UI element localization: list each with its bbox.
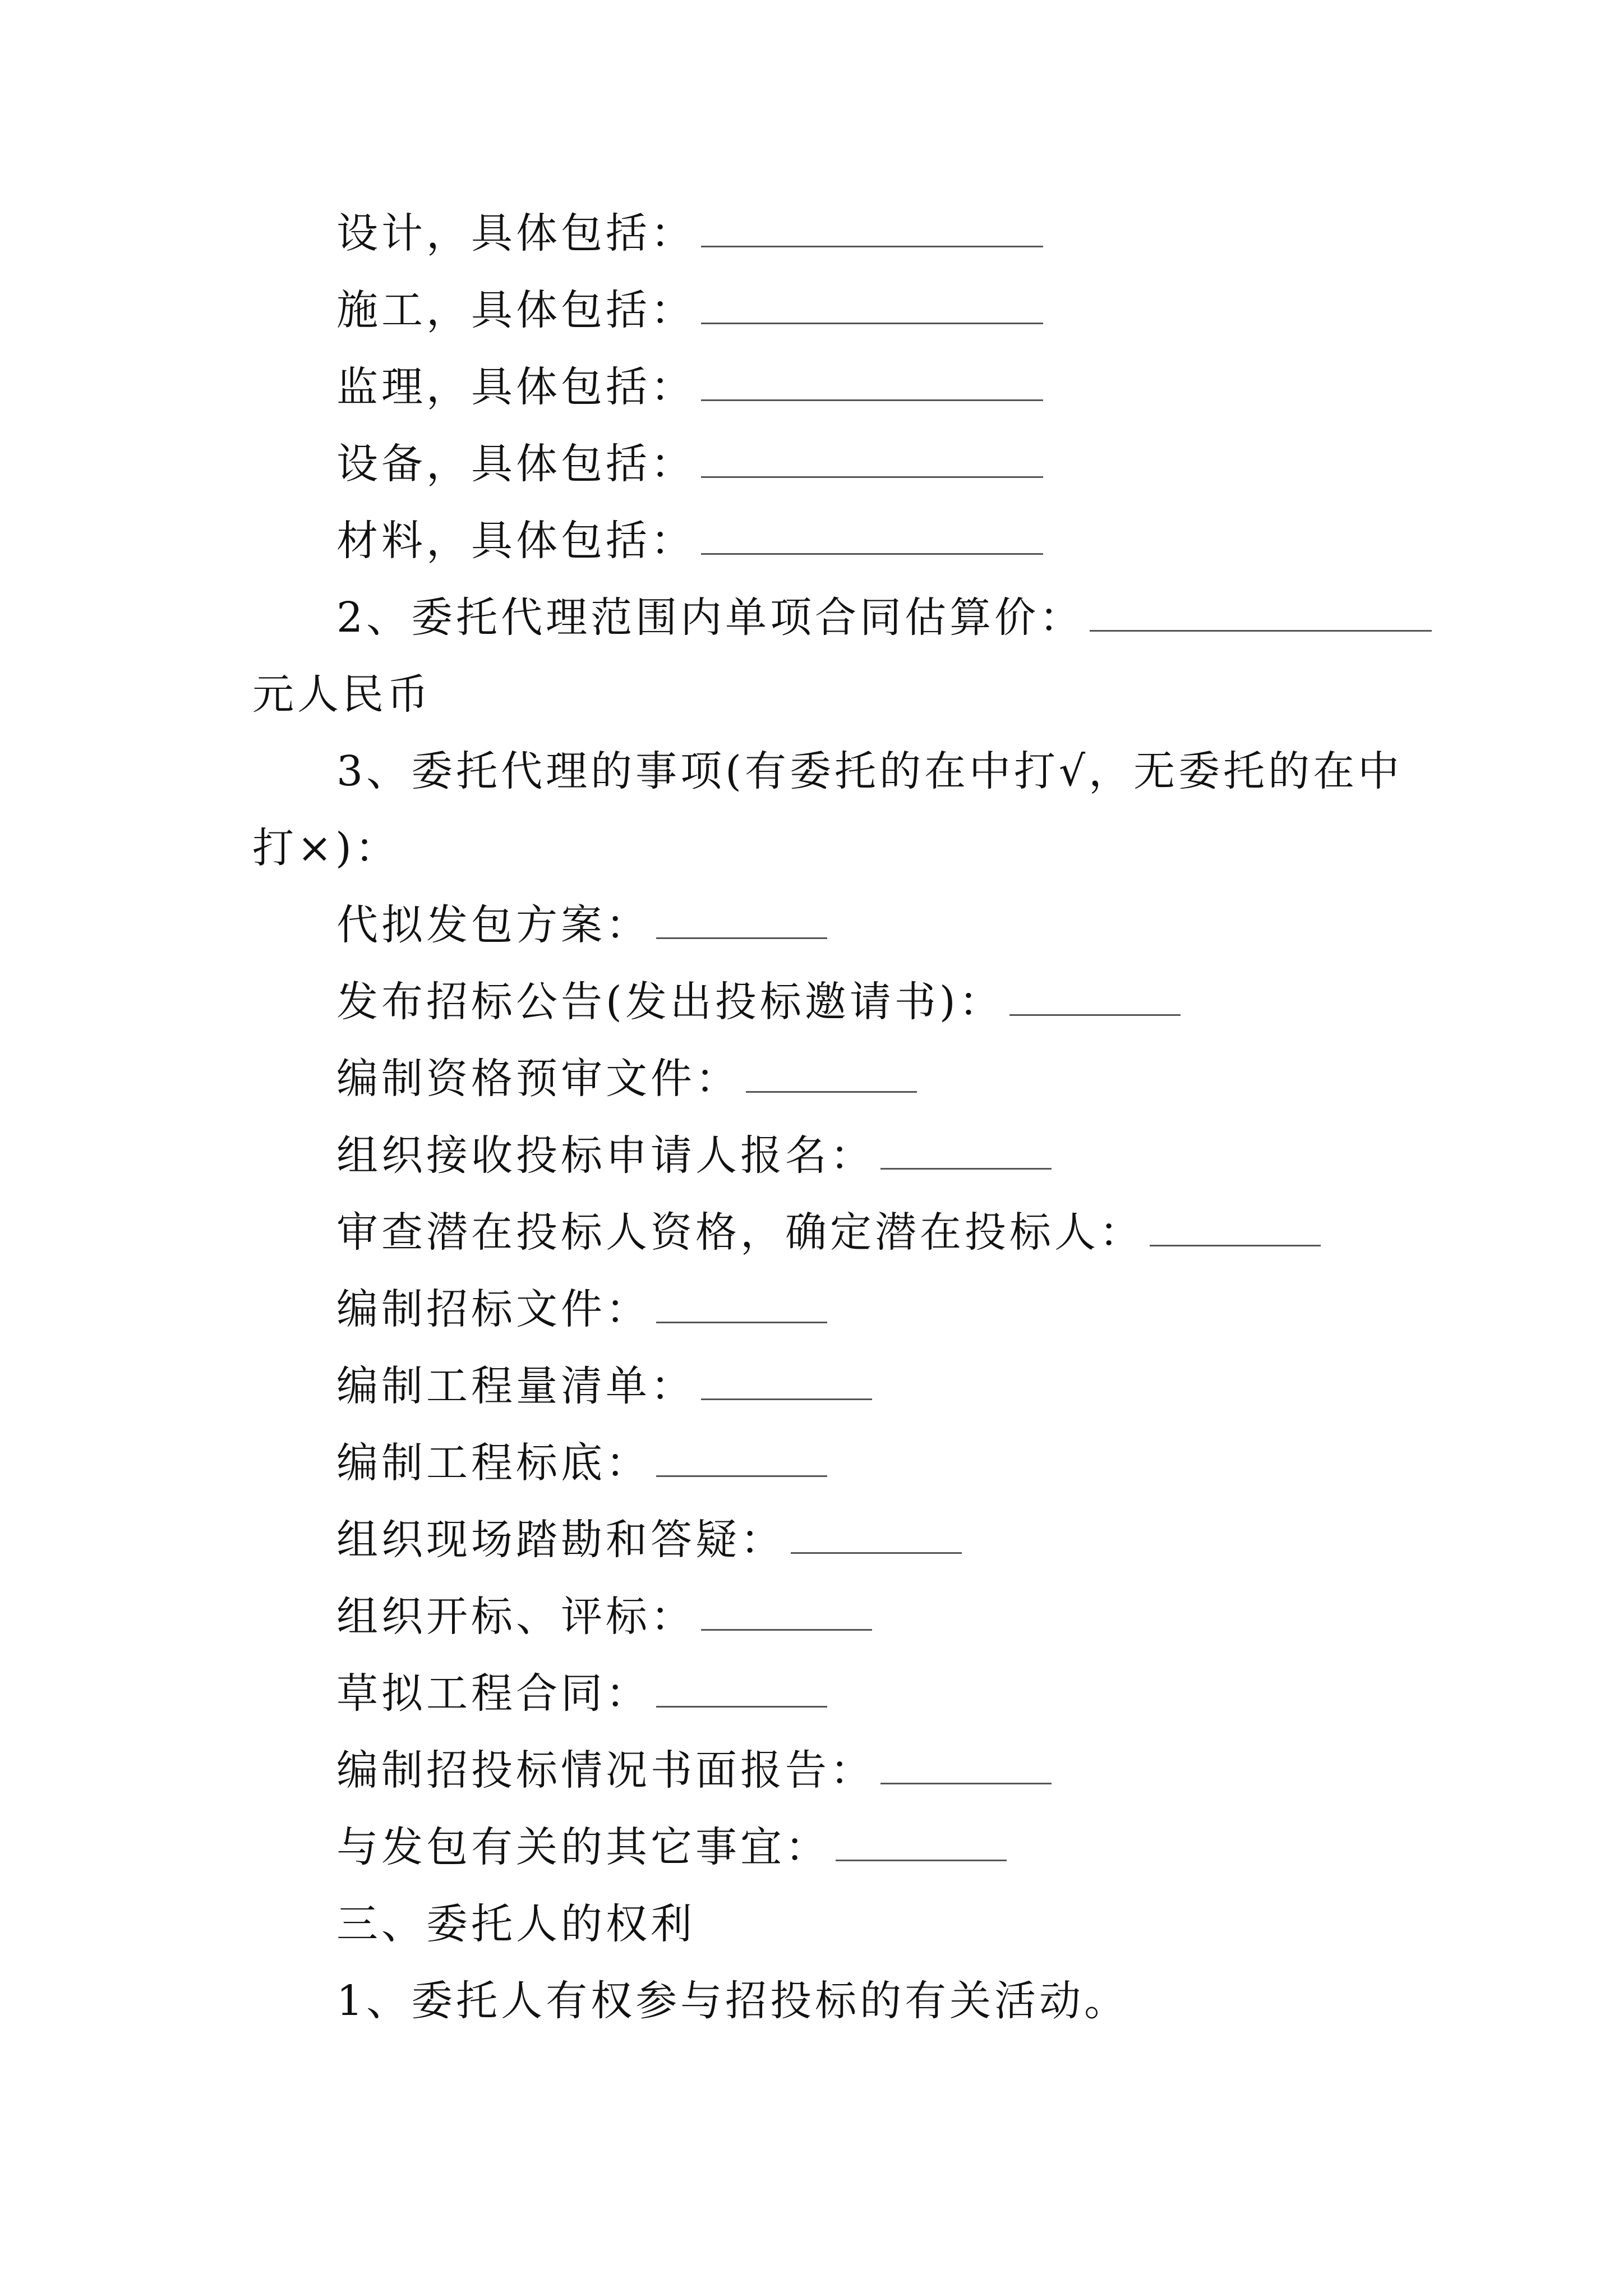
line-text: 1、委托人有权参与招投标的有关活动。 xyxy=(336,1977,1129,2025)
document-line xyxy=(252,810,1391,887)
document-line xyxy=(252,426,1391,503)
line-text: 三、委托人的权利 xyxy=(336,1900,695,1948)
fill-in-blank xyxy=(701,1398,872,1400)
document-line xyxy=(252,195,1391,272)
fill-in-blank xyxy=(880,1167,1052,1170)
document-line xyxy=(252,1963,1391,2040)
document-line xyxy=(252,1579,1391,1655)
line-text: 打×)： xyxy=(252,824,400,872)
document-line xyxy=(252,1809,1391,1886)
line-text: 与发包有关的其它事宜： xyxy=(336,1823,830,1871)
line-text: 编制招投标情况书面报告： xyxy=(336,1746,875,1795)
fill-in-blank xyxy=(701,322,1043,324)
fill-in-blank xyxy=(701,399,1043,401)
fill-in-blank xyxy=(1090,629,1432,632)
fill-in-blank xyxy=(701,553,1043,555)
fill-in-blank xyxy=(701,245,1043,247)
document-line xyxy=(252,1886,1391,1963)
document-line xyxy=(252,1117,1391,1194)
document-line xyxy=(252,733,1403,810)
fill-in-blank xyxy=(656,1705,827,1708)
fill-in-blank xyxy=(836,1859,1007,1861)
line-text: 组织现场踏勘和答疑： xyxy=(336,1516,785,1564)
document-line xyxy=(252,1348,1391,1425)
fill-in-blank xyxy=(746,1091,917,1093)
line-text: 编制招标文件： xyxy=(336,1285,651,1333)
document-line xyxy=(252,1502,1391,1579)
fill-in-blank xyxy=(656,1475,827,1477)
line-text: 设备，具体包括： xyxy=(336,440,695,488)
fill-in-blank xyxy=(1150,1244,1321,1246)
line-text: 审查潜在投标人资格，确定潜在投标人： xyxy=(336,1208,1144,1257)
document-line xyxy=(252,1732,1391,1809)
document-line xyxy=(252,349,1391,426)
line-text: 监理，具体包括： xyxy=(336,363,695,411)
fill-in-blank xyxy=(656,1321,827,1323)
line-text: 3、委托代理的事项(有委托的在中打√，无委托的在中 xyxy=(336,747,1403,795)
line-text: 材料，具体包括： xyxy=(336,517,695,565)
document-line xyxy=(252,272,1391,349)
document-line xyxy=(252,1041,1391,1117)
document-line xyxy=(252,964,1391,1041)
line-text: 编制工程量清单： xyxy=(336,1362,695,1410)
line-text: 代拟发包方案： xyxy=(336,901,651,949)
line-text: 施工，具体包括： xyxy=(336,286,695,334)
fill-in-blank xyxy=(880,1782,1052,1784)
line-text: 设计，具体包括： xyxy=(336,209,695,257)
line-text: 发布招标公告(发出投标邀请书)： xyxy=(336,978,1004,1026)
document-line xyxy=(252,579,1391,656)
document-line xyxy=(252,1271,1391,1348)
document-line xyxy=(252,887,1391,964)
line-text: 组织接收投标申请人报名： xyxy=(336,1131,875,1180)
fill-in-blank xyxy=(656,937,827,939)
fill-in-blank xyxy=(791,1552,962,1554)
document-line xyxy=(252,1655,1391,1732)
document-line xyxy=(252,503,1391,579)
line-text: 草拟工程合同： xyxy=(336,1669,651,1718)
document-line xyxy=(252,1425,1391,1502)
line-text: 2、委托代理范围内单项合同估算价： xyxy=(336,593,1085,642)
fill-in-blank xyxy=(701,476,1043,478)
document-line xyxy=(252,1194,1391,1271)
document-body xyxy=(252,195,1403,2040)
line-text: 元人民币 xyxy=(252,670,432,719)
line-text: 编制资格预审文件： xyxy=(336,1055,740,1103)
fill-in-blank xyxy=(1009,1014,1181,1016)
fill-in-blank xyxy=(701,1628,872,1631)
document-line xyxy=(252,656,1391,733)
line-text: 组织开标、评标： xyxy=(336,1593,695,1641)
line-text: 编制工程标底： xyxy=(336,1439,651,1487)
